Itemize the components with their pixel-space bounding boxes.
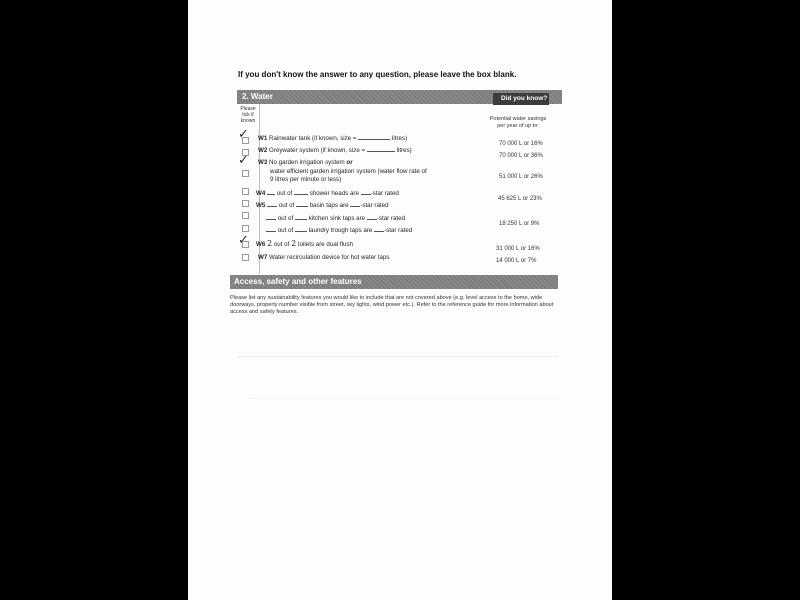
saving-w1: 70 000 L or 16% xyxy=(499,141,543,147)
did-you-know-label: Did you know? xyxy=(501,95,548,102)
saving-w6: 31 000 L or 16% xyxy=(496,246,540,252)
item-w6 xyxy=(256,239,353,248)
checkbox-w3[interactable] xyxy=(242,170,249,177)
access-section-header xyxy=(230,275,558,289)
w4-star-blank[interactable] xyxy=(361,194,371,195)
checkbox-laundry[interactable] xyxy=(242,225,249,232)
item-w4-tail2: -star rated xyxy=(370,190,399,197)
laundry-total-blank[interactable] xyxy=(295,231,307,232)
item-w7-code: W7 xyxy=(258,254,268,261)
w6-handwritten-total[interactable]: 2 xyxy=(291,239,297,248)
checkbox-w6[interactable] xyxy=(242,241,249,248)
w4-count-blank[interactable] xyxy=(267,194,275,195)
item-w6-code: W6 xyxy=(256,241,266,248)
item-w5-code: W5 xyxy=(256,202,266,209)
kitchen-star-blank[interactable] xyxy=(367,219,377,220)
item-kitchen-tail2: -star rated xyxy=(376,215,406,222)
item-w5-text: out of xyxy=(278,202,295,209)
item-laundry-text: out of xyxy=(277,227,294,234)
kitchen-count-blank[interactable] xyxy=(266,219,276,220)
w5-count-blank[interactable] xyxy=(267,206,277,207)
item-w3-line3: 9 litres per minute or less) xyxy=(270,176,342,183)
item-laundry-tail: laundry trough taps are xyxy=(308,227,373,234)
item-w5-tail: basin taps are xyxy=(309,202,349,209)
item-laundry-taps xyxy=(266,227,412,234)
savings-column-header: Potential water savings per year of up to: xyxy=(489,116,547,129)
saving-w5: 45 625 L or 23% xyxy=(498,196,542,202)
item-w2-text: Greywater system (if known, size = xyxy=(269,147,366,154)
item-w1-tail: litres) xyxy=(392,135,408,142)
form-instruction: If you don't know the answer to any question, please leave the box blank. xyxy=(238,70,517,79)
checkbox-kitchen[interactable] xyxy=(242,212,249,219)
w5-total-blank[interactable] xyxy=(296,206,308,207)
checkbox-w4[interactable] xyxy=(242,188,249,195)
item-kitchen-tail: kitchen sink taps are xyxy=(308,215,366,222)
item-w3-text: No garden irrigation system xyxy=(269,159,345,166)
item-w2-code: W2 xyxy=(258,147,268,154)
item-w4-tail: shower heads are xyxy=(309,190,359,197)
saving-w3: 51 000 L or 26% xyxy=(499,174,543,180)
item-w7-text: Water recirculation device for hot water taps xyxy=(269,254,390,261)
access-section-title: Access, safety and other features xyxy=(234,277,362,286)
w2-size-blank[interactable] xyxy=(367,151,395,152)
item-w5-tail2: -star rated xyxy=(360,202,389,209)
laundry-count-blank[interactable] xyxy=(266,231,276,232)
item-w6-tail: toilets are dual flush xyxy=(297,241,353,248)
checkbox-w5[interactable] xyxy=(242,200,249,207)
scan-noise-line xyxy=(238,356,558,358)
check-mark-icon: ✓ xyxy=(238,127,249,142)
tick-column-header: Please tick if known xyxy=(240,106,256,124)
scan-noise-line xyxy=(248,398,558,400)
kitchen-total-blank[interactable] xyxy=(295,219,307,220)
item-w1-code: W1 xyxy=(258,135,268,142)
item-w4 xyxy=(256,190,399,197)
check-mark-icon: ✓ xyxy=(238,233,249,248)
w4-total-blank[interactable] xyxy=(294,194,308,195)
checkbox-w1[interactable] xyxy=(242,137,249,144)
item-w2-tail: litres) xyxy=(396,147,412,154)
item-w3 xyxy=(258,159,353,166)
w5-star-blank[interactable] xyxy=(350,206,360,207)
item-laundry-tail2: -star rated xyxy=(384,227,413,234)
item-w2 xyxy=(258,147,412,154)
item-w3-line2: water efficient garden irrigation system (water flow rate of xyxy=(270,168,427,175)
item-w3-or: or xyxy=(346,159,353,166)
saving-w2: 70 000 L or 36% xyxy=(499,153,543,159)
w6-handwritten-count[interactable]: 2 xyxy=(267,239,273,248)
scanned-form-page xyxy=(188,0,612,600)
water-section-title: 2. Water xyxy=(242,92,273,101)
laundry-star-blank[interactable] xyxy=(374,231,384,232)
tick-column-divider xyxy=(259,104,260,274)
access-instructions: Please list any sustainability features you would like to include that are not covered above (e.g. level access to the home, wide doorways, property number visible from street, sky lights, wind power etc.). Refer to the reference guide for more information about access and safety features. xyxy=(230,295,554,315)
item-w1 xyxy=(258,135,407,142)
item-w6-text: out of xyxy=(273,241,290,248)
item-w4-code: W4 xyxy=(256,190,266,197)
checkbox-w7[interactable] xyxy=(242,254,249,261)
item-w3-code: W3 xyxy=(258,159,268,166)
saving-w7: 14 000 L or 7% xyxy=(496,258,537,264)
item-w4-text: out of xyxy=(276,190,293,197)
check-mark-icon: ✓ xyxy=(238,153,249,168)
item-w5 xyxy=(256,202,389,209)
saving-kitchen: 18 250 L or 9% xyxy=(499,221,540,227)
item-kitchen-taps xyxy=(266,215,405,222)
item-kitchen-text: out of xyxy=(277,215,294,222)
item-w1-text: Rainwater tank (if known, size = xyxy=(269,135,357,142)
w1-size-blank[interactable] xyxy=(358,139,390,140)
item-w7 xyxy=(258,254,390,261)
